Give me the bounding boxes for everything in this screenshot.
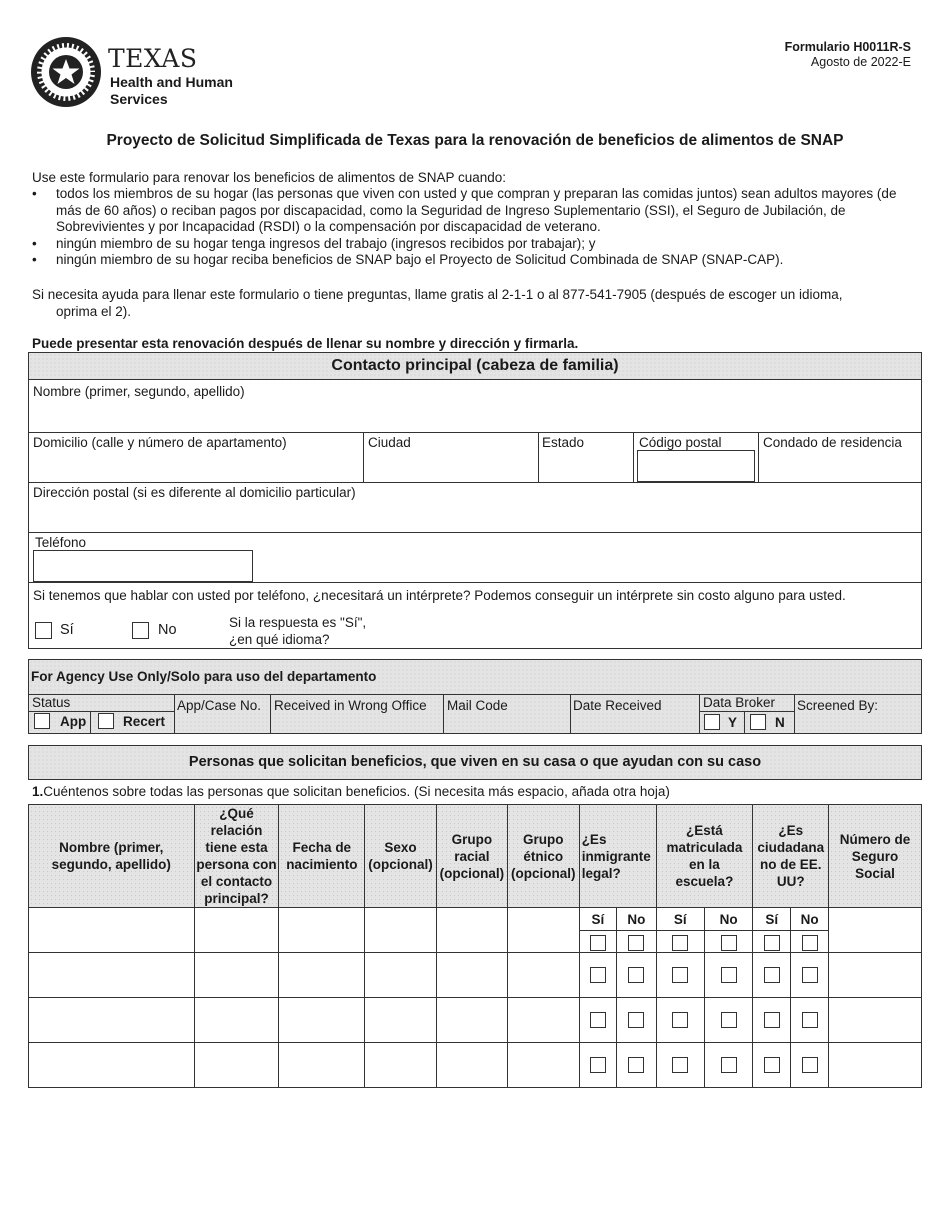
zip-field[interactable] bbox=[637, 450, 755, 482]
person-2-ethnic[interactable] bbox=[507, 953, 579, 998]
bullet-list bbox=[32, 186, 912, 269]
person-3-relation[interactable] bbox=[194, 998, 279, 1043]
status-app-label: App bbox=[60, 714, 87, 729]
col-citizen: ¿Es ciudadana no de EE. UU? bbox=[753, 805, 829, 908]
language-question-2: ¿en qué idioma? bbox=[229, 632, 330, 647]
form-number: Formulario H0011R-S bbox=[784, 40, 911, 54]
school-yes-header: Sí bbox=[656, 909, 705, 931]
person-1-citizen-no[interactable] bbox=[802, 935, 818, 951]
person-1-relation[interactable] bbox=[194, 908, 279, 953]
name-label: Nombre (primer, segundo, apellido) bbox=[33, 384, 245, 399]
agency-section bbox=[28, 659, 922, 734]
data-broker-y-checkbox[interactable] bbox=[704, 714, 720, 730]
person-3-sex[interactable] bbox=[365, 998, 437, 1043]
person-3-ssn[interactable] bbox=[829, 998, 922, 1043]
person-1-dob[interactable] bbox=[279, 908, 365, 953]
persons-table bbox=[28, 804, 922, 1088]
status-recert-label: Recert bbox=[123, 714, 166, 729]
interpreter-no-label: No bbox=[158, 622, 177, 638]
person-4-citizen-yes[interactable] bbox=[764, 1057, 780, 1073]
phone-field[interactable] bbox=[33, 550, 253, 582]
col-immigrant: ¿Es inmigrante legal? bbox=[579, 805, 656, 908]
col-ssn: Número de Seguro Social bbox=[829, 805, 922, 908]
interpreter-no-checkbox[interactable] bbox=[132, 622, 149, 639]
col-dob: Fecha de nacimiento bbox=[279, 805, 365, 908]
person-3-citizen-no[interactable] bbox=[802, 1012, 818, 1028]
person-2-relation[interactable] bbox=[194, 953, 279, 998]
interpreter-yes-label: Sí bbox=[60, 622, 74, 638]
person-2-ssn[interactable] bbox=[829, 953, 922, 998]
person-3-race[interactable] bbox=[436, 998, 507, 1043]
agency-heading: For Agency Use Only/Solo para uso del departamento bbox=[31, 669, 377, 684]
immigrant-yes-header: Sí bbox=[579, 909, 617, 931]
person-3-dob[interactable] bbox=[279, 998, 365, 1043]
city-label: Ciudad bbox=[368, 435, 411, 450]
status-recert-checkbox[interactable] bbox=[98, 713, 114, 729]
col-ethnic: Grupo étnico (opcional) bbox=[507, 805, 579, 908]
person-1-ethnic[interactable] bbox=[507, 908, 579, 953]
person-2-immigrant-yes[interactable] bbox=[590, 967, 606, 983]
col-school: ¿Está matriculada en la escuela? bbox=[656, 805, 753, 908]
contact-heading: Contacto principal (cabeza de familia) bbox=[29, 353, 921, 380]
person-3-name[interactable] bbox=[29, 998, 195, 1043]
person-4-sex[interactable] bbox=[365, 1043, 437, 1088]
contact-section bbox=[28, 352, 922, 649]
data-broker-label: Data Broker bbox=[703, 695, 776, 710]
zip-label: Código postal bbox=[639, 435, 722, 450]
person-4-race[interactable] bbox=[436, 1043, 507, 1088]
status-label: Status bbox=[32, 695, 71, 710]
col-sex: Sexo (opcional) bbox=[365, 805, 437, 908]
form-date: Agosto de 2022-E bbox=[810, 55, 911, 69]
col-name: Nombre (primer, segundo, apellido) bbox=[29, 805, 195, 908]
question-number: 1. bbox=[32, 784, 44, 799]
person-3-immigrant-yes[interactable] bbox=[590, 1012, 606, 1028]
help-text: Si necesita ayuda para llenar este formulario o tiene preguntas, llame gratis al 2-1-1 o al 877-541-7905 (después de escoger un idioma, oprima el 2). bbox=[32, 287, 843, 319]
phone-label: Teléfono bbox=[35, 535, 87, 550]
person-1-school-no[interactable] bbox=[721, 935, 737, 951]
person-1-ssn[interactable] bbox=[829, 908, 922, 953]
col-race: Grupo racial (opcional) bbox=[436, 805, 507, 908]
person-3-school-yes[interactable] bbox=[672, 1012, 688, 1028]
intro-text: Use este formulario para renovar los beneficios de alimentos de SNAP cuando: bbox=[32, 170, 507, 185]
data-broker-n-checkbox[interactable] bbox=[750, 714, 766, 730]
person-4-ethnic[interactable] bbox=[507, 1043, 579, 1088]
citizen-no-header: No bbox=[790, 909, 829, 931]
person-4-school-yes[interactable] bbox=[672, 1057, 688, 1073]
date-received-field[interactable] bbox=[571, 712, 699, 734]
col-relation: ¿Qué relación tiene esta persona con el contacto principal? bbox=[194, 805, 279, 908]
person-4-immigrant-no[interactable] bbox=[628, 1057, 644, 1073]
state-label: Estado bbox=[542, 435, 585, 450]
case-number-field[interactable] bbox=[175, 712, 270, 734]
person-1-immigrant-no[interactable] bbox=[628, 935, 644, 951]
person-1-name[interactable] bbox=[29, 908, 195, 953]
logo-line3: Services bbox=[110, 91, 168, 107]
person-4-immigrant-yes[interactable] bbox=[590, 1057, 606, 1073]
interpreter-yes-checkbox[interactable] bbox=[35, 622, 52, 639]
county-label: Condado de residencia bbox=[763, 435, 902, 450]
bullet-3: • ningún miembro de su hogar reciba beneficios de SNAP bajo el Proyecto de Solicitud Combinada de SNAP (SNAP-CAP). bbox=[32, 252, 784, 267]
person-3-ethnic[interactable] bbox=[507, 998, 579, 1043]
page-title: Proyecto de Solicitud Simplificada de Texas para la renovación de beneficios de alimentos de SNAP bbox=[106, 132, 844, 149]
question-text: Cuéntenos sobre todas las personas que solicitan beneficios. (Si necesita más espacio, añada otra hoja) bbox=[43, 784, 670, 799]
data-broker-y-label: Y bbox=[728, 715, 738, 730]
language-question-1: Si la respuesta es "Sí", bbox=[229, 615, 367, 630]
screened-by-field[interactable] bbox=[795, 712, 921, 734]
person-4-dob[interactable] bbox=[279, 1043, 365, 1088]
person-2-citizen-no[interactable] bbox=[802, 967, 818, 983]
person-2-name[interactable] bbox=[29, 953, 195, 998]
bullet-2: • ningún miembro de su hogar tenga ingresos del trabajo (ingresos recibidos por trabajar); y bbox=[32, 235, 596, 251]
person-2-school-yes[interactable] bbox=[672, 967, 688, 983]
person-1-sex[interactable] bbox=[365, 908, 437, 953]
person-1-race[interactable] bbox=[436, 908, 507, 953]
logo-line2: Health and Human bbox=[110, 74, 233, 90]
language-field[interactable] bbox=[359, 615, 919, 647]
submit-note: Puede presentar esta renovación después de llenar su nombre y dirección y firmarla. bbox=[32, 336, 579, 351]
name-field[interactable] bbox=[29, 380, 921, 432]
person-2-immigrant-no[interactable] bbox=[628, 967, 644, 983]
person-1-school-yes[interactable] bbox=[672, 935, 688, 951]
address-label: Domicilio (calle y número de apartamento) bbox=[33, 435, 287, 450]
person-4-citizen-no[interactable] bbox=[802, 1057, 818, 1073]
mail-code-field[interactable] bbox=[444, 712, 570, 734]
persons-question bbox=[32, 784, 670, 799]
immigrant-no-header: No bbox=[616, 909, 656, 931]
person-2-school-no[interactable] bbox=[721, 967, 737, 983]
wrong-office-field[interactable] bbox=[271, 712, 443, 734]
case-number-label: App/Case No. bbox=[177, 698, 262, 713]
person-3-immigrant-no[interactable] bbox=[628, 1012, 644, 1028]
mailing-label: Dirección postal (si es diferente al domicilio particular) bbox=[33, 485, 356, 500]
logo-texas: TEXAS bbox=[108, 44, 198, 73]
person-4-ssn[interactable] bbox=[829, 1043, 922, 1088]
bullet-1: • todos los miembros de su hogar (las personas que viven con usted y que compran y preparan las comidas juntos) sean adultos mayores (de más de 60 años) o reciban pagos por discapacidad, como la Seguridad de Ingreso Suplementario (SSI), el Seguro de Jubilación, de Sobrevivientes y por Incapacidad (RSDI) o la compensación por discapacidad de veterano. bbox=[32, 186, 897, 234]
person-3-citizen-yes[interactable] bbox=[764, 1012, 780, 1028]
data-broker-n-label: N bbox=[775, 715, 785, 730]
status-app-checkbox[interactable] bbox=[34, 713, 50, 729]
mail-code-label: Mail Code bbox=[447, 698, 508, 713]
person-4-name[interactable] bbox=[29, 1043, 195, 1088]
person-4-school-no[interactable] bbox=[721, 1057, 737, 1073]
person-1-immigrant-yes[interactable] bbox=[590, 935, 606, 951]
screened-by-label: Screened By: bbox=[797, 698, 879, 713]
persons-heading: Personas que solicitan beneficios, que viven en su casa o que ayudan con su caso bbox=[28, 745, 922, 780]
texas-hhs-logo bbox=[30, 36, 233, 116]
date-received-label: Date Received bbox=[573, 698, 662, 713]
school-no-header: No bbox=[704, 909, 753, 931]
citizen-yes-header: Sí bbox=[752, 909, 791, 931]
texas-seal-icon bbox=[30, 36, 102, 108]
person-2-race[interactable] bbox=[436, 953, 507, 998]
person-2-sex[interactable] bbox=[365, 953, 437, 998]
person-3-school-no[interactable] bbox=[721, 1012, 737, 1028]
wrong-office-label: Received in Wrong Office bbox=[274, 698, 427, 713]
person-2-citizen-yes[interactable] bbox=[764, 967, 780, 983]
person-2-dob[interactable] bbox=[279, 953, 365, 998]
person-4-relation[interactable] bbox=[194, 1043, 279, 1088]
person-1-citizen-yes[interactable] bbox=[764, 935, 780, 951]
interpreter-question: Si tenemos que hablar con usted por teléfono, ¿necesitará un intérprete? Podemos conseguir un intérprete sin costo alguno para usted. bbox=[33, 588, 846, 603]
